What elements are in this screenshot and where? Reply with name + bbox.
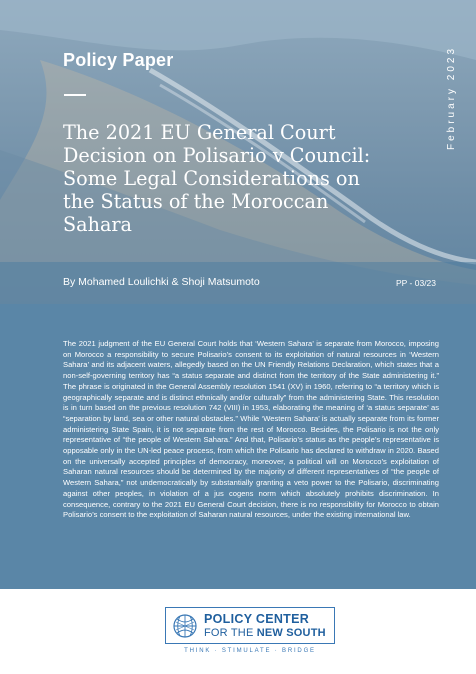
logo-line2-prefix: FOR THE	[204, 627, 257, 639]
policy-center-logo	[165, 607, 335, 661]
logo-name-line2	[204, 627, 326, 639]
logo-name-line1: POLICY CENTER	[204, 612, 310, 626]
paper-reference: PP - 03/23	[396, 278, 437, 288]
logo-tagline: THINK · STIMULATE · BRIDGE	[184, 648, 316, 654]
globe-icon	[171, 613, 199, 639]
document-title: The 2021 EU General Court Decision on Polisario v Council: Some Legal Considerations on the Status of the Moroccan Sahara	[63, 121, 371, 236]
title-divider	[64, 94, 86, 96]
publication-date: February 2023	[446, 45, 457, 150]
author-line: By Mohamed Loulichki & Shoji Matsumoto	[63, 276, 260, 288]
logo-line2-bold: NEW SOUTH	[256, 627, 326, 639]
logo-frame	[165, 607, 335, 644]
abstract-text: The 2021 judgment of the EU General Court holds that ‘Western Sahara’ is separate from Morocco, imposing on Morocco a responsibility to secure Polisario’s consent to its exploitation of natural resources in ‘Western Sahara’ and its adjacent waters, allegedly based on the UN Friendly Relations Declaration, which states that a non-self-governing territory has “a status separate and distinct from the territory of the State administering it.” The phrase is originated in the General Assembly resolution 1541 (XV) in 1960, referring to “a territory which is geographically separate and is distinct ethnically and/or culturally” from the administering State. This resolution is in turn based on the previous resolution 742 (VIII) in 1953, elaborating the meaning of ‘a status separate’ as “separation by land, sea or other natural obstacles.” While ‘Western Sahara’ is actually separate from its former administering State Spain, it is not separate from the rest of Morocco. Besides, the Polisario is not the only representative of “the people of Western Sahara.” And that, Polisario’s status as the people’s representative is opposable only in the UN-led peace process, from which the Polisario has declared to withdraw in 2020. Based on the universally accepted principles of democracy, moreover, a political will on Morocco’s exploitation of Saharan natural resources should be determined by the majority of different representatives of “the people of Western Sahara,” not undemocratically by substantially granting a veto power to the Polisario, discriminating against other peoples, in violation of a jus cogens norm which absolutely prohibits discrimination. In consequence, contrary to the 2021 EU General Court decision, there is no responsibility for Morocco to obtain Polisario’s consent to the exploitation of Saharan natural resources, under the existing international law.	[63, 339, 439, 520]
series-label: Policy Paper	[63, 50, 174, 70]
